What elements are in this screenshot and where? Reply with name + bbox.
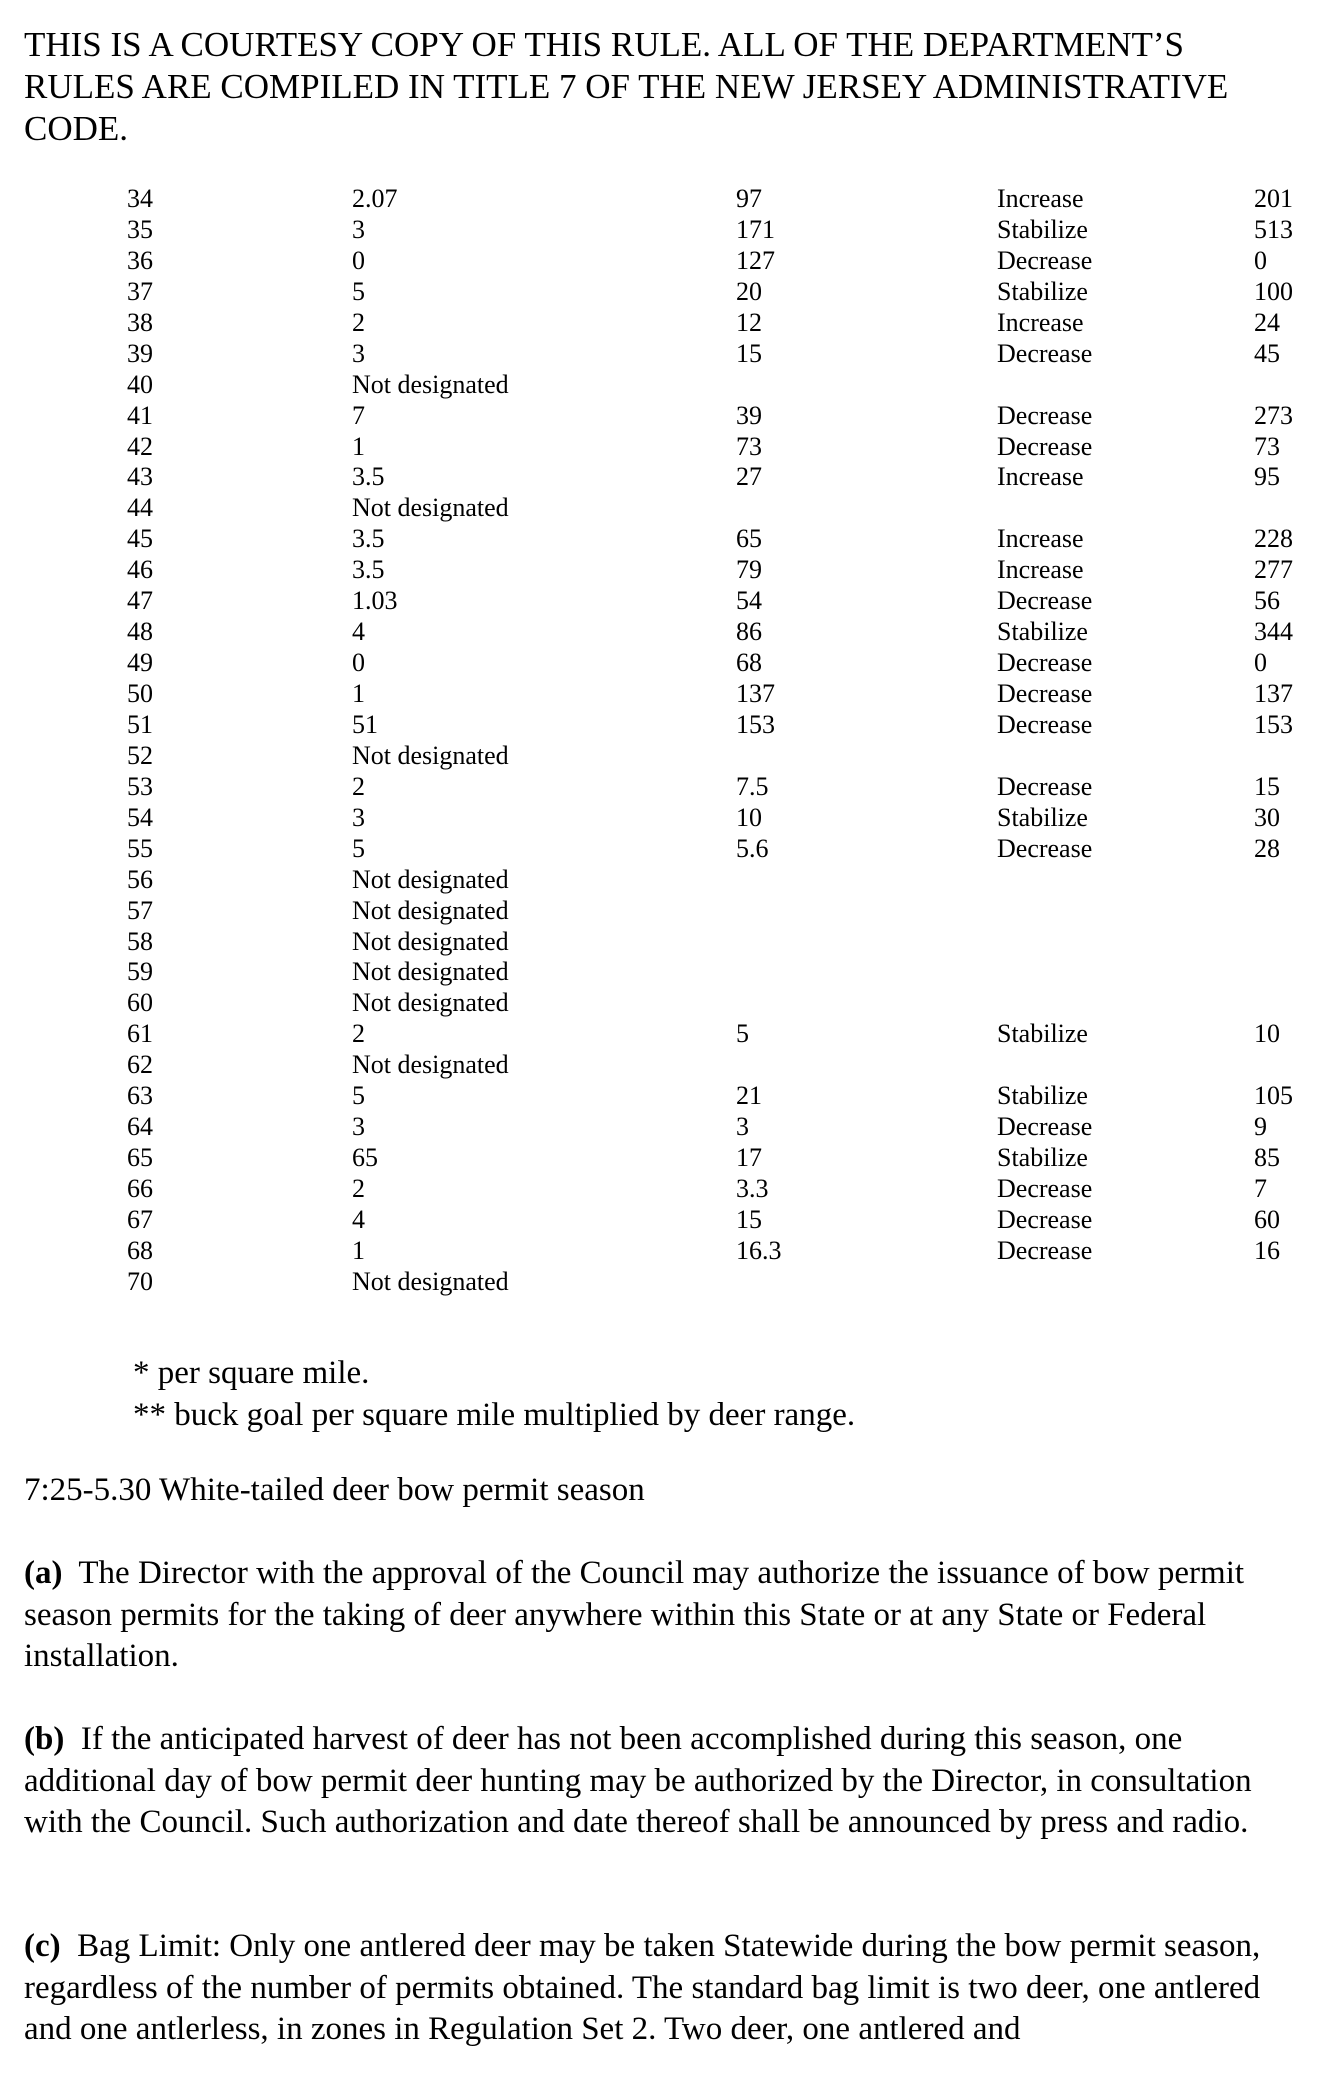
deer-range-cell: 3 [736, 1112, 749, 1142]
deer-range-cell: 73 [736, 431, 762, 461]
zone-cell: 43 [127, 462, 153, 492]
quota-cell: 228 [1254, 524, 1293, 554]
zone-cell: 63 [127, 1081, 153, 1111]
table-row [0, 1050, 1323, 1081]
buck-goal-cell: 0 [352, 245, 365, 275]
zone-cell: 37 [127, 276, 153, 306]
objective-cell: Increase [997, 184, 1084, 213]
table-row [0, 524, 1323, 555]
objective-cell: Decrease [997, 431, 1093, 461]
buck-goal-cell: 3 [352, 1112, 365, 1142]
zone-cell: 55 [127, 833, 153, 863]
buck-goal-cell: 3.5 [352, 555, 385, 585]
objective-cell: Stabilize [997, 1019, 1088, 1049]
buck-goal-cell: 3.5 [352, 462, 385, 492]
quota-cell: 28 [1254, 833, 1280, 863]
table-row [0, 1112, 1323, 1143]
buck-goal-cell: 1.03 [352, 586, 398, 616]
table-row [0, 710, 1323, 741]
table-row [0, 741, 1323, 772]
objective-cell: Stabilize [997, 802, 1088, 832]
quota-cell: 15 [1254, 771, 1280, 801]
paragraph-c-marker: (c) [24, 1928, 61, 1964]
buck-goal-cell: 5 [352, 833, 365, 863]
deer-range-cell: 21 [736, 1081, 762, 1111]
quota-cell: 201 [1254, 184, 1293, 213]
buck-goal-cell: 4 [352, 1204, 365, 1234]
deer-range-cell: 79 [736, 555, 762, 585]
zone-cell: 62 [127, 1050, 153, 1080]
quota-cell: 7 [1254, 1174, 1267, 1203]
table-row [0, 957, 1323, 988]
table-row [0, 586, 1323, 617]
zone-cell: 50 [127, 679, 153, 708]
courtesy-copy-notice: THIS IS A COURTESY COPY OF THIS RULE. ALL OF THE DEPARTMENT’S RULES ARE COMPILED IN TITLE 7 OF THE NEW JERSEY ADMINISTRATIVE CODE. [24, 25, 1229, 148]
table-row [0, 803, 1323, 834]
quota-cell: 16 [1254, 1235, 1280, 1265]
buck-goal-cell: 3 [352, 214, 365, 244]
table-row [0, 462, 1323, 493]
table-row [0, 865, 1323, 896]
buck-goal-cell: 2 [352, 307, 365, 337]
quota-cell: 277 [1254, 555, 1293, 585]
zone-cell: 41 [127, 400, 153, 430]
deer-range-cell: 97 [736, 184, 762, 213]
buck-goal-cell: 1 [352, 1235, 365, 1265]
deer-range-cell: 171 [736, 214, 775, 244]
table-row [0, 1205, 1323, 1236]
quota-cell: 95 [1254, 462, 1280, 492]
quota-cell: 30 [1254, 802, 1280, 832]
deer-range-cell: 27 [736, 462, 762, 492]
quota-cell: 56 [1254, 586, 1280, 616]
deer-range-cell: 12 [736, 307, 762, 337]
deer-range-cell: 15 [736, 338, 762, 368]
deer-range-cell: 65 [736, 524, 762, 554]
buck-goal-cell: 7 [352, 400, 365, 430]
table-row [0, 896, 1323, 927]
zone-cell: 54 [127, 802, 153, 832]
objective-cell: Decrease [997, 648, 1093, 678]
zone-cell: 60 [127, 988, 153, 1018]
zone-cell: 48 [127, 617, 153, 647]
table-row [0, 184, 1323, 215]
table-row [0, 927, 1323, 958]
zone-cell: 56 [127, 864, 153, 894]
table-row [0, 1081, 1323, 1112]
buck-goal-cell: 65 [352, 1143, 378, 1173]
objective-cell: Decrease [997, 1204, 1093, 1234]
zone-cell: 67 [127, 1204, 153, 1234]
paragraph-a [24, 1553, 1304, 1678]
buck-goal-cell: 4 [352, 617, 365, 647]
buck-goal-cell: Not designated [352, 864, 509, 894]
objective-cell: Stabilize [997, 214, 1088, 244]
zone-cell: 42 [127, 431, 153, 461]
objective-cell: Stabilize [997, 276, 1088, 306]
zone-cell: 57 [127, 895, 153, 925]
objective-cell: Decrease [997, 245, 1093, 275]
zone-cell: 61 [127, 1019, 153, 1049]
objective-cell: Stabilize [997, 617, 1088, 647]
zone-cell: 45 [127, 524, 153, 554]
zone-cell: 35 [127, 214, 153, 244]
footnote-per-square-mile: * per square mile. [133, 1355, 370, 1391]
zone-cell: 52 [127, 740, 153, 770]
quota-cell: 73 [1254, 431, 1280, 461]
table-row [0, 493, 1323, 524]
zone-cell: 46 [127, 555, 153, 585]
deer-range-cell: 86 [736, 617, 762, 647]
table-row [0, 1267, 1323, 1298]
buck-goal-cell: 2.07 [352, 184, 398, 213]
quota-cell: 9 [1254, 1112, 1267, 1142]
table-row [0, 339, 1323, 370]
objective-cell: Decrease [997, 833, 1093, 863]
buck-goal-cell: Not designated [352, 493, 509, 523]
quota-cell: 24 [1254, 307, 1280, 337]
table-row [0, 648, 1323, 679]
buck-goal-cell: Not designated [352, 369, 509, 399]
quota-cell: 10 [1254, 1019, 1280, 1049]
quota-cell: 60 [1254, 1204, 1280, 1234]
buck-goal-cell: 5 [352, 1081, 365, 1111]
table-row [0, 246, 1323, 277]
buck-goal-cell: Not designated [352, 1050, 509, 1080]
deer-range-cell: 17 [736, 1143, 762, 1173]
buck-goal-cell: 51 [352, 709, 378, 739]
buck-goal-cell: Not designated [352, 895, 509, 925]
buck-goal-cell: Not designated [352, 957, 509, 987]
zone-cell: 53 [127, 771, 153, 801]
objective-cell: Decrease [997, 338, 1093, 368]
buck-goal-cell: Not designated [352, 988, 509, 1018]
table-row [0, 1019, 1323, 1050]
buck-goal-cell: 1 [352, 679, 365, 708]
zone-cell: 51 [127, 709, 153, 739]
buck-goal-cell: Not designated [352, 926, 509, 956]
zone-cell: 49 [127, 648, 153, 678]
objective-cell: Decrease [997, 1112, 1093, 1142]
table-row [0, 772, 1323, 803]
buck-goal-cell: Not designated [352, 1266, 509, 1296]
quota-cell: 0 [1254, 245, 1267, 275]
quota-cell: 137 [1254, 679, 1293, 708]
paragraph-b [24, 1719, 1304, 1844]
quota-cell: 85 [1254, 1143, 1280, 1173]
table-row [0, 401, 1323, 432]
deer-range-cell: 5.6 [736, 833, 769, 863]
objective-cell: Increase [997, 524, 1084, 554]
buck-goal-cell: 3 [352, 802, 365, 832]
objective-cell: Decrease [997, 1174, 1093, 1203]
table-row [0, 617, 1323, 648]
quota-cell: 45 [1254, 338, 1280, 368]
zone-cell: 70 [127, 1266, 153, 1296]
footnote-buck-goal: ** buck goal per square mile multiplied by deer range. [133, 1397, 856, 1433]
quota-cell: 513 [1254, 214, 1293, 244]
buck-goal-cell: 0 [352, 648, 365, 678]
zone-cell: 64 [127, 1112, 153, 1142]
deer-range-cell: 10 [736, 802, 762, 832]
deer-range-cell: 68 [736, 648, 762, 678]
deer-range-cell: 5 [736, 1019, 749, 1049]
deer-range-cell: 39 [736, 400, 762, 430]
paragraph-c-text: Bag Limit: Only one antlered deer may be taken Statewide during the bow permit season, regardless of the number of permits obtained. The standard bag limit is two deer, one antlered and one antlerless, in zones in Regulation Set 2. Two deer, one antlered and [24, 1928, 1261, 2047]
objective-cell: Stabilize [997, 1143, 1088, 1173]
deer-range-cell: 127 [736, 245, 775, 275]
buck-goal-cell: 5 [352, 276, 365, 306]
footnotes [133, 1352, 855, 1436]
paragraph-b-text: If the anticipated harvest of deer has not been accomplished during this season, one additional day of bow permit deer hunting may be authorized by the Director, in consultation with the Council. Such authorization and date thereof shall be announced by press and radio. [24, 1721, 1252, 1840]
quota-cell: 344 [1254, 617, 1293, 647]
quota-cell: 105 [1254, 1081, 1293, 1111]
table-row [0, 988, 1323, 1019]
objective-cell: Increase [997, 462, 1084, 492]
objective-cell: Stabilize [997, 1081, 1088, 1111]
table-row [0, 277, 1323, 308]
table-row [0, 555, 1323, 586]
table-row [0, 432, 1323, 463]
table-row [0, 679, 1323, 710]
deer-range-cell: 137 [736, 679, 775, 708]
zone-cell: 40 [127, 369, 153, 399]
deer-range-cell: 54 [736, 586, 762, 616]
zone-cell: 44 [127, 493, 153, 523]
table-row [0, 1143, 1323, 1174]
zone-cell: 66 [127, 1174, 153, 1203]
deer-zone-table [0, 184, 1323, 1298]
objective-cell: Decrease [997, 586, 1093, 616]
deer-range-cell: 20 [736, 276, 762, 306]
objective-cell: Increase [997, 555, 1084, 585]
objective-cell: Decrease [997, 709, 1093, 739]
table-row [0, 370, 1323, 401]
buck-goal-cell: 2 [352, 771, 365, 801]
table-row [0, 834, 1323, 865]
deer-range-cell: 16.3 [736, 1235, 782, 1265]
deer-range-cell: 153 [736, 709, 775, 739]
objective-cell: Decrease [997, 400, 1093, 430]
buck-goal-cell: 3.5 [352, 524, 385, 554]
zone-cell: 34 [127, 184, 153, 213]
table-row [0, 1236, 1323, 1267]
zone-cell: 59 [127, 957, 153, 987]
quota-cell: 100 [1254, 276, 1293, 306]
paragraph-b-marker: (b) [24, 1721, 65, 1757]
buck-goal-cell: 1 [352, 431, 365, 461]
zone-cell: 47 [127, 586, 153, 616]
deer-range-cell: 3.3 [736, 1174, 769, 1203]
zone-cell: 58 [127, 926, 153, 956]
zone-cell: 68 [127, 1235, 153, 1265]
quota-cell: 273 [1254, 400, 1293, 430]
objective-cell: Decrease [997, 771, 1093, 801]
table-row [0, 215, 1323, 246]
objective-cell: Decrease [997, 1235, 1093, 1265]
deer-range-cell: 15 [736, 1204, 762, 1234]
zone-cell: 38 [127, 307, 153, 337]
quota-cell: 153 [1254, 709, 1293, 739]
section-title: 7:25-5.30 White-tailed deer bow permit season [24, 1472, 645, 1508]
quota-cell: 0 [1254, 648, 1267, 678]
buck-goal-cell: 2 [352, 1174, 365, 1203]
objective-cell: Increase [997, 307, 1084, 337]
deer-range-cell: 7.5 [736, 771, 769, 801]
paragraph-c [24, 1926, 1304, 2051]
table-row [0, 308, 1323, 339]
objective-cell: Decrease [997, 679, 1093, 708]
table-row [0, 1174, 1323, 1205]
buck-goal-cell: 2 [352, 1019, 365, 1049]
paragraph-a-text: The Director with the approval of the Council may authorize the issuance of bow permit season permits for the taking of deer anywhere within this State or at any State or Federal installation. [24, 1555, 1245, 1674]
paragraph-a-marker: (a) [24, 1555, 63, 1591]
zone-cell: 36 [127, 245, 153, 275]
buck-goal-cell: 3 [352, 338, 365, 368]
buck-goal-cell: Not designated [352, 740, 509, 770]
zone-cell: 65 [127, 1143, 153, 1173]
zone-cell: 39 [127, 338, 153, 368]
